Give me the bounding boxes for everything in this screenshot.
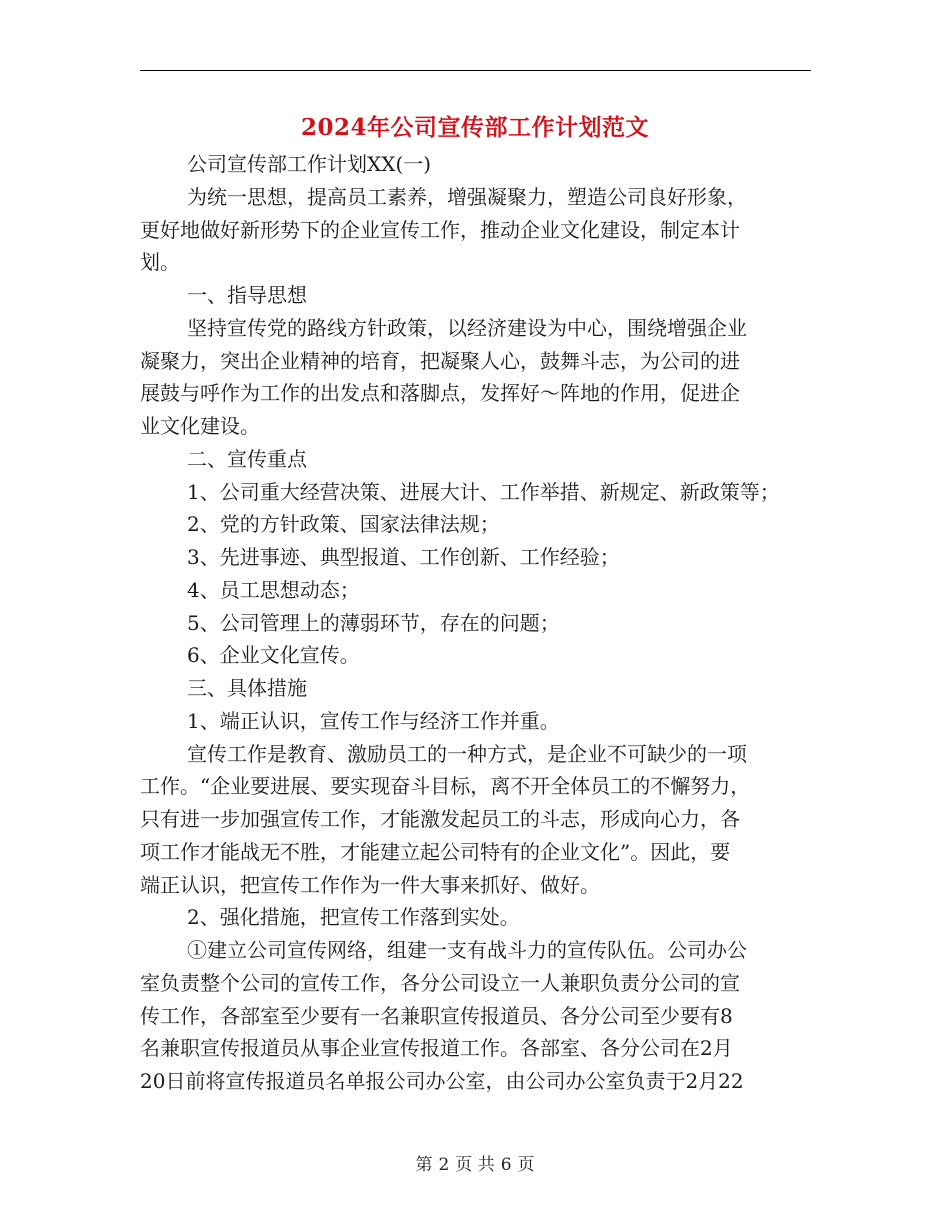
document-line: 三、具体措施 (187, 676, 307, 700)
document-line: 二、宣传重点 (187, 446, 307, 471)
document-line: 名兼职宣传报道员从事企业宣传报道工作。各部室、各分公司在2月 (140, 1036, 733, 1061)
document-line: 20日前将宣传报道员名单报公司办公室，由公司办公室负责于2月22 (140, 1069, 744, 1093)
footer-prefix: 第 (415, 1155, 433, 1175)
footer-page-number: 2 (438, 1155, 450, 1175)
document-line: 坚持宣传党的路线方针政策，以经济建设为中心，围绕增强企业 (187, 315, 747, 340)
document-line: 工作。“企业要进展、要实现奋斗目标，离不开全体员工的不懈努力， (140, 774, 751, 799)
document-line: 5、公司管理上的薄弱环节，存在的问题； (187, 610, 560, 635)
document-title: 2024年公司宣传部工作计划范文 (300, 114, 649, 141)
document-line: 4、员工思想动态； (187, 577, 360, 602)
document-line: 传工作，各部室至少要有一名兼职宣传报道员、各分公司至少要有8 (140, 1003, 733, 1028)
document-line: 宣传工作是教育、激励员工的一种方式，是企业不可缺少的一项 (187, 741, 747, 766)
document-line: 只有进一步加强宣传工作，才能激发起员工的斗志，形成向心力，各 (140, 807, 740, 831)
document-line: 展鼓与呼作为工作的出发点和落脚点，发挥好～阵地的作用，促进企 (140, 381, 740, 406)
document-line: 划。 (140, 250, 180, 275)
page-footer (0, 1153, 950, 1177)
document-line: 1、端正认识，宣传工作与经济工作并重。 (187, 708, 560, 733)
footer-middle: 页 共 (455, 1155, 495, 1175)
document-line: 凝聚力，突出企业精神的培育，把凝聚人心，鼓舞斗志，为公司的进 (140, 348, 740, 373)
footer-total-pages: 6 (500, 1155, 512, 1175)
document-line: 2、党的方针政策、国家法律法规； (187, 512, 500, 537)
document-line: 室负责整个公司的宣传工作，各分公司设立一人兼职负责分公司的宣 (140, 970, 740, 995)
document-line: 端正认识，把宣传工作作为一件大事来抓好、做好。 (140, 872, 600, 897)
document-body (140, 148, 820, 1098)
document-line: ①建立公司宣传网络，组建一支有战斗力的宣传队伍。公司办公 (187, 938, 747, 962)
document-line: 业文化建设。 (140, 414, 260, 438)
header-rule (140, 70, 811, 71)
document-line: 2、强化措施，把宣传工作落到实处。 (187, 905, 520, 930)
document-line: 6、企业文化宣传。 (187, 643, 360, 668)
document-line: 为统一思想，提高员工素养，增强凝聚力，塑造公司良好形象， (187, 184, 747, 209)
document-line: 一、指导思想 (187, 283, 307, 307)
document-line: 公司宣传部工作计划XX(一) (187, 152, 432, 176)
document-line: 3、先进事迹、典型报道、工作创新、工作经验； (187, 545, 620, 569)
document-line: 更好地做好新形势下的企业宣传工作，推动企业文化建设，制定本计 (140, 217, 740, 242)
document-line: 项工作才能战无不胜，才能建立起公司特有的企业文化”。因此，要 (140, 839, 731, 864)
document-line: 1、公司重大经营决策、进展大计、工作举措、新规定、新政策等； (187, 479, 780, 504)
footer-suffix: 页 (517, 1155, 535, 1175)
